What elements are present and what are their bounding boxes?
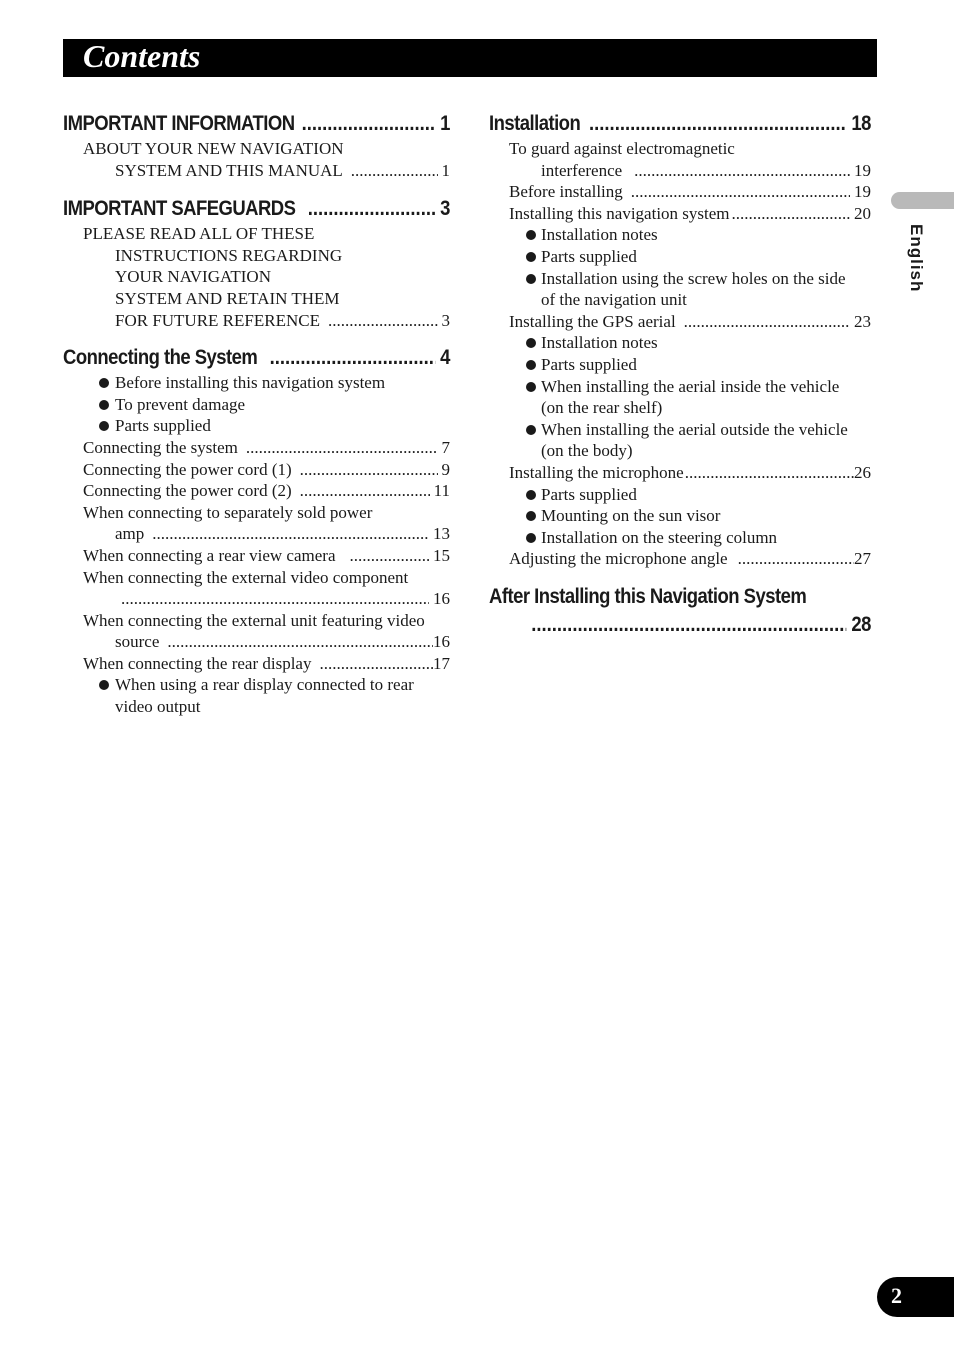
toc-entry-power-cord-2[interactable] bbox=[63, 480, 450, 502]
entry-page: 11 bbox=[433, 481, 450, 501]
bullet-text: Installation on the steering column bbox=[541, 527, 778, 547]
bullet-text: Parts supplied bbox=[541, 354, 637, 374]
toc-bullet-item[interactable] bbox=[489, 246, 871, 268]
toc-bullet-item[interactable] bbox=[489, 419, 871, 462]
toc-entry-microphone-angle[interactable] bbox=[489, 548, 871, 570]
bullet-text: Parts supplied bbox=[115, 416, 211, 436]
dot-leader bbox=[531, 611, 846, 639]
dot-leader bbox=[351, 160, 438, 182]
page-number-tab bbox=[877, 1277, 954, 1317]
toc-entry-external-video[interactable] bbox=[63, 567, 450, 610]
bullet-text: When installing the aerial inside the vehicle bbox=[541, 376, 840, 396]
dot-leader bbox=[300, 459, 438, 481]
toc-left-column bbox=[63, 110, 450, 718]
entry-page: 19 bbox=[854, 182, 871, 202]
entry-page: 16 bbox=[433, 589, 450, 609]
entry-page: 13 bbox=[433, 524, 450, 544]
entry-title: Installing the microphone bbox=[509, 462, 684, 482]
toc-bullet-item[interactable] bbox=[63, 674, 450, 717]
section-title: IMPORTANT INFORMATION bbox=[63, 112, 295, 135]
dot-leader bbox=[308, 195, 435, 223]
bullet-text: When installing the aerial outside the vehicle bbox=[541, 419, 848, 439]
bullet-icon bbox=[526, 230, 536, 240]
dot-leader bbox=[350, 545, 430, 567]
toc-entry-rear-view-camera[interactable] bbox=[63, 545, 450, 567]
toc-entry-about-navigation[interactable] bbox=[63, 138, 450, 181]
bullet-text: When using a rear display connected to rear bbox=[115, 675, 414, 695]
dot-leader bbox=[270, 344, 435, 372]
toc-entry-before-installing[interactable] bbox=[489, 181, 871, 203]
entry-title: Adjusting the microphone angle bbox=[509, 549, 728, 569]
toc-entry-power-cord-1[interactable] bbox=[63, 459, 450, 481]
dot-leader bbox=[246, 437, 438, 459]
entry-page: 9 bbox=[441, 459, 450, 479]
entry-page: 17 bbox=[433, 653, 450, 673]
toc-section-installation[interactable] bbox=[489, 110, 871, 138]
language-tab-marker bbox=[891, 192, 954, 209]
toc-bullet-item[interactable] bbox=[489, 484, 871, 506]
entry-page: 26 bbox=[854, 462, 871, 482]
entry-line: SYSTEM AND THIS MANUAL bbox=[115, 160, 343, 180]
section-title: After Installing this Navigation System bbox=[489, 584, 807, 608]
bullet-icon bbox=[526, 533, 536, 543]
entry-title: When connecting a rear view camera bbox=[83, 545, 336, 565]
toc-entry-please-read[interactable] bbox=[63, 223, 450, 331]
entry-line: ABOUT YOUR NEW NAVIGATION bbox=[83, 139, 344, 158]
bullet-icon bbox=[99, 378, 109, 388]
dot-leader bbox=[634, 160, 850, 182]
toc-entry-electromagnetic[interactable] bbox=[489, 138, 871, 181]
bullet-text: Installation notes bbox=[541, 225, 658, 245]
toc-bullet-item[interactable] bbox=[489, 224, 871, 246]
toc-section-after-installing[interactable] bbox=[489, 583, 871, 639]
section-title: IMPORTANT SAFEGUARDS bbox=[63, 197, 296, 221]
bullet-text: Parts supplied bbox=[541, 246, 637, 266]
toc-right-column bbox=[489, 110, 871, 639]
toc-section-important-information[interactable] bbox=[63, 110, 450, 138]
entry-page: 3 bbox=[441, 310, 450, 330]
dot-leader bbox=[167, 631, 433, 653]
bullet-text: Parts supplied bbox=[541, 484, 637, 504]
toc-bullet-item[interactable] bbox=[489, 527, 871, 549]
entry-page: 20 bbox=[854, 203, 871, 223]
entry-line: To guard against electromagnetic bbox=[509, 139, 735, 158]
section-page: 28 bbox=[851, 612, 871, 636]
section-page: 1 bbox=[440, 112, 450, 135]
entry-title: Installing the GPS aerial bbox=[509, 311, 676, 331]
bullet-icon bbox=[526, 338, 536, 348]
entry-line: amp bbox=[115, 524, 145, 544]
toc-bullet-item[interactable] bbox=[489, 505, 871, 527]
title-bar bbox=[63, 39, 877, 77]
bullet-icon bbox=[526, 511, 536, 521]
toc-bullet-item[interactable] bbox=[489, 332, 871, 354]
bullet-text: (on the body) bbox=[541, 441, 633, 461]
toc-entry-gps-aerial[interactable] bbox=[489, 311, 871, 333]
bullet-icon bbox=[526, 382, 536, 392]
bullet-icon bbox=[99, 680, 109, 690]
toc-entry-microphone[interactable] bbox=[489, 462, 871, 484]
bullet-text: To prevent damage bbox=[115, 394, 246, 414]
bullet-text: Before installing this navigation system bbox=[115, 373, 386, 393]
bullet-icon bbox=[99, 421, 109, 431]
dot-leader bbox=[328, 310, 438, 332]
page-number: 2 bbox=[891, 1283, 902, 1308]
entry-page: 19 bbox=[854, 160, 871, 180]
entry-line: INSTRUCTIONS REGARDING bbox=[115, 245, 343, 265]
dot-leader bbox=[684, 311, 850, 333]
dot-leader bbox=[302, 110, 435, 138]
entry-line: When connecting the external unit featuring video bbox=[83, 610, 425, 630]
dot-leader bbox=[732, 203, 850, 225]
entry-page: 16 bbox=[433, 632, 450, 652]
page-title: Contents bbox=[83, 38, 201, 74]
bullet-text: video output bbox=[115, 697, 201, 717]
dot-leader bbox=[300, 480, 430, 502]
bullet-icon bbox=[526, 252, 536, 262]
entry-line: When connecting to separately sold power bbox=[83, 502, 373, 522]
section-title: Connecting the System bbox=[63, 346, 258, 370]
bullet-text: Installation using the screw holes on the side bbox=[541, 268, 846, 288]
bullet-icon bbox=[526, 425, 536, 435]
toc-entry-installing-navigation[interactable] bbox=[489, 203, 871, 225]
section-title: Installation bbox=[489, 112, 581, 135]
toc-section-important-safeguards[interactable] bbox=[63, 195, 450, 223]
toc-bullet-item[interactable] bbox=[63, 394, 450, 416]
section-page: 3 bbox=[440, 197, 450, 221]
dot-leader bbox=[738, 548, 854, 570]
entry-page: 23 bbox=[854, 311, 871, 331]
entry-line: interference bbox=[541, 160, 623, 180]
entry-line: SYSTEM AND RETAIN THEM bbox=[115, 288, 340, 308]
dot-leader bbox=[589, 110, 846, 138]
entry-line: FOR FUTURE REFERENCE bbox=[115, 310, 320, 330]
toc-bullet-item[interactable] bbox=[63, 372, 450, 394]
entry-title: When connecting the rear display bbox=[83, 653, 312, 673]
entry-line: PLEASE READ ALL OF THESE bbox=[83, 224, 315, 244]
toc-entry-connecting-the-system[interactable] bbox=[63, 437, 450, 459]
toc-section-connecting-the-system[interactable] bbox=[63, 344, 450, 372]
entry-title: Connecting the power cord (2) bbox=[83, 481, 292, 501]
entry-title: Connecting the power cord (1) bbox=[83, 459, 292, 479]
entry-page: 27 bbox=[854, 549, 871, 569]
toc-entry-external-unit[interactable] bbox=[63, 610, 450, 653]
section-page: 18 bbox=[851, 112, 871, 135]
dot-leader bbox=[319, 653, 433, 675]
dot-leader bbox=[685, 462, 854, 484]
entry-page: 15 bbox=[433, 545, 450, 565]
entry-line: source bbox=[115, 632, 160, 652]
dot-leader bbox=[631, 181, 850, 203]
bullet-text: (on the rear shelf) bbox=[541, 398, 663, 418]
toc-bullet-item[interactable] bbox=[489, 268, 871, 311]
bullet-text: of the navigation unit bbox=[541, 290, 687, 310]
entry-title: Connecting the system bbox=[83, 437, 238, 457]
toc-entry-power-amp[interactable] bbox=[63, 502, 450, 545]
bullet-icon bbox=[526, 274, 536, 284]
bullet-text: Installation notes bbox=[541, 333, 658, 353]
bullet-icon bbox=[526, 490, 536, 500]
entry-page: 7 bbox=[441, 437, 450, 457]
entry-title: Before installing bbox=[509, 182, 623, 202]
dot-leader bbox=[152, 523, 429, 545]
bullet-text: Mounting on the sun visor bbox=[541, 506, 721, 526]
language-label: English bbox=[907, 224, 926, 293]
entry-page: 1 bbox=[441, 160, 450, 180]
entry-line: When connecting the external video component bbox=[83, 567, 409, 587]
section-page: 4 bbox=[440, 346, 450, 370]
bullet-icon bbox=[99, 400, 109, 410]
entry-line: YOUR NAVIGATION bbox=[115, 267, 271, 287]
entry-title: Installing this navigation system bbox=[509, 203, 730, 223]
toc-bullet-item[interactable] bbox=[489, 376, 871, 419]
toc-entry-rear-display[interactable] bbox=[63, 653, 450, 675]
dot-leader bbox=[121, 588, 429, 610]
bullet-icon bbox=[526, 360, 536, 370]
toc-bullet-item[interactable] bbox=[63, 415, 450, 437]
toc-bullet-item[interactable] bbox=[489, 354, 871, 376]
